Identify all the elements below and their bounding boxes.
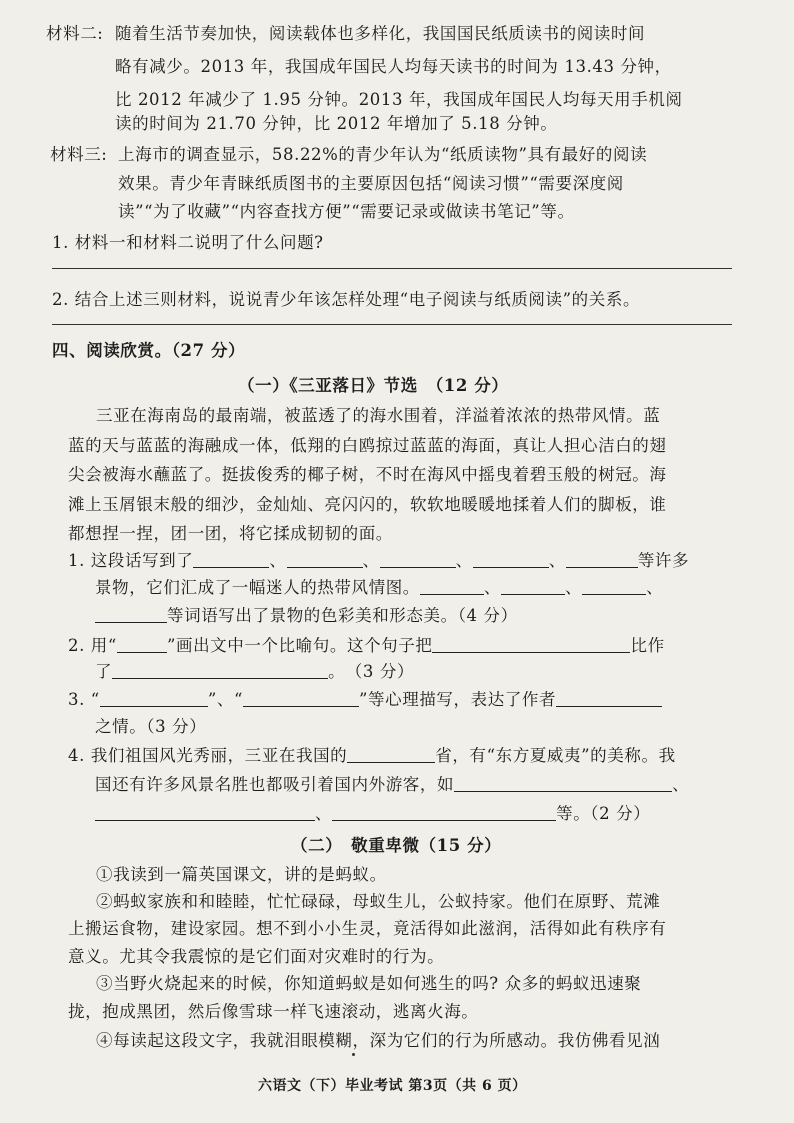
part1-q3-line1 (68, 686, 662, 710)
part1-q4-line3: 、 等。（2 分） (95, 800, 650, 824)
passage-line: 尖会被海水蘸蓝了。挺拔俊秀的椰子树，不时在海风中摇曳着碧玉般的树冠。海 (68, 465, 667, 484)
blank-scenery-2[interactable] (287, 552, 363, 568)
passage-line: 蓝的天与蓝蓝的海融成一体，低翔的白鸥掠过蓝蓝的海面，真让人担心洁白的翅 (68, 436, 667, 455)
part2-paragraph-line: ④每读起这段文字，我就泪眼模糊，深为它们的行为所感动。我仿佛看见汹 (96, 1031, 661, 1050)
part1-q3-text-c: ”等心理描写，表达了作者 (359, 690, 557, 709)
part1-q1-line2: 景物，它们汇成了一幅迷人的热带风情图。 、 、 、 (95, 578, 664, 597)
passage-line: 都想捏一捏，团一团，将它揉成韧韧的面。 (68, 524, 393, 543)
blank-scenery-4[interactable] (473, 552, 549, 568)
part1-q2-line1 (68, 632, 665, 656)
question-1: 1. 材料一和材料二说明了什么问题? (52, 233, 324, 252)
material2-label: 材料二: (46, 24, 104, 43)
blank-word-4[interactable] (95, 607, 167, 623)
part1-q4-line1 (68, 742, 676, 766)
material3-line: 读”“为了收藏”“内容查找方便”“需要记录或做读书笔记”等。 (118, 202, 575, 221)
part1-q4-text-c: 国还有许多风景名胜也都吸引着国内外游客，如 (95, 775, 455, 794)
blank-scenery-5[interactable] (566, 552, 638, 568)
part1-title: （一）《三亚落日》节选 （12 分） (238, 376, 509, 395)
material3-label: 材料三: (50, 145, 108, 164)
material2-line: 略有减少。2013 年，我国成年国民人均每天读书的时间为 13.43 分钟， (115, 57, 672, 76)
blank-scenic-spot-3[interactable] (332, 805, 556, 821)
material2-line: 读的时间为 21.70 分钟，比 2012 年增加了 5.18 分钟。 (115, 114, 558, 133)
material2-line: 随着生活节奏加快，阅读载体也多样化，我国国民纸质读书的阅读时间 (115, 24, 646, 43)
part1-q4-text-a: 4. 我们祖国风光秀丽，三亚在我国的 (68, 746, 348, 765)
part1-q1-text-a: 1. 这段话写到了 (68, 551, 194, 570)
answer-line-q1[interactable] (52, 268, 732, 269)
answer-line-q2[interactable] (52, 324, 732, 325)
blank-scenic-spot-1[interactable] (454, 776, 672, 792)
part2-paragraph-line: 意义。尤其令我震惊的是它们面对灾难时的行为。 (68, 947, 445, 966)
part1-q1-text-b: 等许多 (637, 551, 690, 570)
blank-word-1[interactable] (420, 579, 484, 595)
section-heading: 四、阅读欣赏。（27 分） (52, 341, 246, 360)
blank-word-2[interactable] (501, 579, 565, 595)
part1-q2-line2 (95, 658, 414, 682)
part1-q4-line2: 国还有许多风景名胜也都吸引着国内外游客，如 、 (95, 775, 690, 794)
blank-scenery-3[interactable] (380, 552, 456, 568)
part1-q2-text-d: 了 (95, 662, 113, 681)
material2-line: 比 2012 年减少了 1.95 分钟。2013 年，我国成年国民人均每天用手机阅 (115, 90, 683, 109)
part2-title: （二） 敬重卑微（15 分） (291, 836, 502, 855)
part2-paragraph-line: 拢，抱成黑团，然后像雪球一样飞速滚动，逃离火海。 (68, 1002, 479, 1021)
part1-q4-text-b: 省，有“东方夏威夷”的美称。我 (435, 746, 676, 765)
blank-psych-1[interactable] (100, 691, 208, 707)
part2-paragraph-line: ③当野火烧起来的时候，你知道蚂蚁是如何逃生的吗? 众多的蚂蚁迅速聚 (96, 974, 642, 993)
blank-psych-2[interactable] (243, 691, 359, 707)
question-2: 2. 结合上述三则材料，说说青少年该怎样处理“电子阅读与纸质阅读”的关系。 (52, 290, 641, 309)
material3-line: 上海市的调查显示，58.22%的青少年认为“纸质读物”具有最好的阅读 (118, 145, 648, 164)
blank-scenic-spot-2[interactable] (95, 805, 315, 821)
part1-q1-text-c: 景物，它们汇成了一幅迷人的热带风情图。 (95, 578, 420, 597)
stray-mark (352, 1053, 355, 1056)
part1-q4-text-d: 等。（2 分） (556, 804, 651, 823)
blank-province[interactable] (347, 747, 435, 763)
part1-q2-text-e: 。 （3 分） (328, 662, 415, 681)
blank-compare-object[interactable] (112, 663, 328, 679)
part1-q3-line2: 之情。（3 分） (95, 717, 207, 736)
part2-paragraph-line: ②蚂蚁家族和和睦睦，忙忙碌碌，母蚁生儿，公蚁持家。他们在原野、荒滩 (96, 892, 661, 911)
part1-q1-line1: 1. 这段话写到了 、 、 、 、 等许多 (68, 551, 690, 570)
blank-scenery-1[interactable] (193, 552, 269, 568)
part1-q2-text-a: 2. 用“ (68, 636, 117, 655)
passage-line: 滩上玉屑银末般的细沙，金灿灿、亮闪闪的，软软地暖暖地揉着人们的脚板，谁 (68, 495, 667, 514)
blank-word-3[interactable] (582, 579, 646, 595)
part2-paragraph-line: 上搬运食物，建设家园。想不到小小生灵，竟活得如此滋润，活得如此有秩序有 (68, 919, 667, 938)
material3-line: 效果。青少年青睐纸质图书的主要原因包括“阅读习惯”“需要深度阅 (118, 174, 624, 193)
page-footer: 六语文（下）毕业考试 第3页（共 6 页） (258, 1078, 527, 1094)
blank-line-symbol[interactable] (117, 637, 167, 653)
part1-q1-line3 (95, 602, 518, 626)
blank-author-feeling[interactable] (556, 691, 662, 707)
passage-line: 三亚在海南岛的最南端，被蓝透了的海水围着，洋溢着浓浓的热带风情。蓝 (96, 406, 661, 425)
blank-compare-subject[interactable] (432, 637, 630, 653)
part1-q2-text-c: 比作 (630, 636, 665, 655)
part1-q2-text-b: ”画出文中一个比喻句。这个句子把 (166, 636, 433, 655)
part2-paragraph-line: ①我读到一篇英国课文，讲的是蚂蚁。 (96, 865, 387, 884)
part1-q3-text-a: 3. “ (68, 690, 100, 709)
part1-q3-text-b: ”、“ (207, 690, 243, 709)
part1-q1-text-d: 等词语写出了景物的色彩美和形态美。（4 分） (167, 606, 518, 625)
